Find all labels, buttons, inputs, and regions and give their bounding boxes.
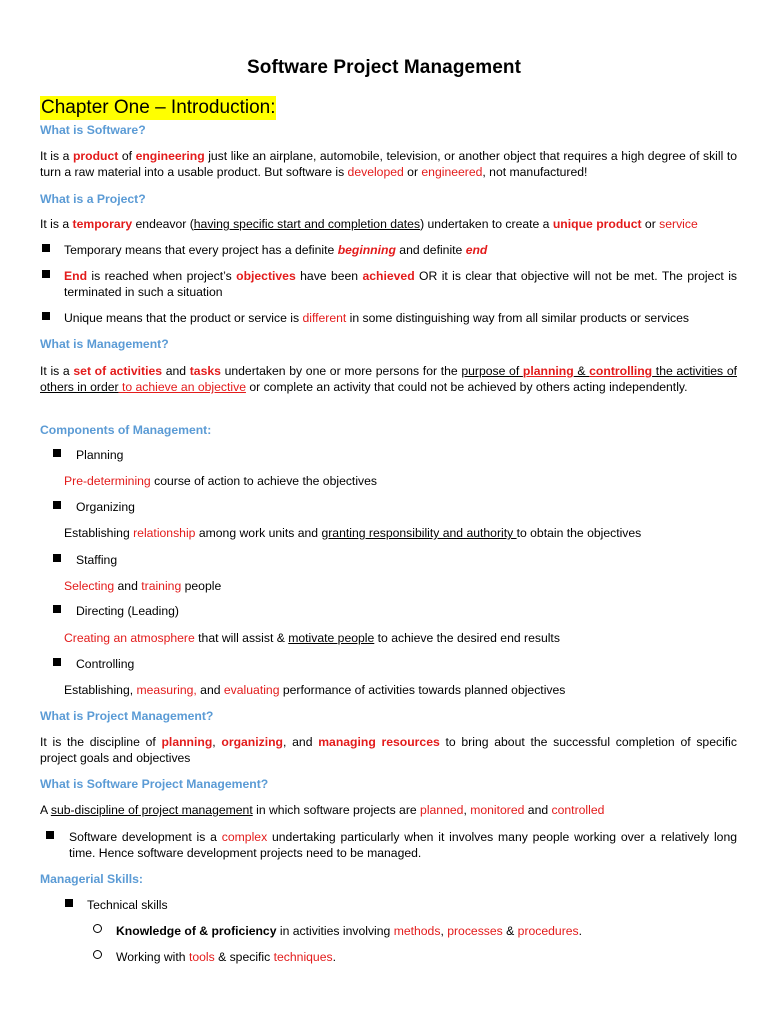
bullet-square-icon: [46, 829, 54, 845]
component-controlling: Controlling: [76, 657, 135, 671]
bullet-temporary: Temporary means that every project has a definite beginning and definite end: [64, 243, 488, 257]
spm-definition: A sub-discipline of project management in which software projects are planned, monitored and controlled: [40, 803, 605, 817]
component-controlling-desc: Establishing, measuring, and evaluating performance of activities towards planned objectives: [64, 683, 566, 697]
bullet-square-icon: [53, 499, 61, 515]
component-staffing-desc: Selecting and training people: [64, 579, 222, 593]
component-directing: Directing (Leading): [76, 604, 179, 618]
bullet-square-icon: [53, 447, 61, 463]
bullet-unique: Unique means that the product or service is different in some distinguishing way from all similar products or services: [64, 311, 690, 325]
bullet-circle-icon: [93, 949, 102, 965]
project-management-definition: It is the discipline of planning, organizing, and managing resources to bring about the successful completion of specific project goals and objectives: [40, 735, 737, 765]
bullet-square-icon: [65, 897, 73, 913]
page-title: Software Project Management: [246, 57, 522, 78]
management-definition: It is a set of activities and tasks undertaken by one or more persons for the purpose of planning & controlling the activities of others in order to achieve an objective or complete an activity that could not be achieved by others acting independently.: [40, 364, 737, 394]
component-staffing: Staffing: [76, 553, 118, 567]
skill-technical: Technical skills: [87, 898, 168, 912]
skill-technical-sub-tools: Working with tools & specific techniques.: [116, 950, 336, 964]
bullet-square-icon: [53, 656, 61, 672]
section-heading-managerial-skills: Managerial Skills:: [40, 872, 143, 886]
software-definition: It is a product of engineering just like an airplane, automobile, television, or another object that requires a high degree of skill to turn a raw material into a usable product. But software is developed or engineered, not manufactured!: [40, 149, 738, 179]
bullet-end: End is reached when project’s objectives have been achieved OR it is clear that objective will not be met. The project is terminated in such a situation: [64, 269, 737, 299]
component-organizing-desc: Establishing relationship among work units and granting responsibility and authority to obtain the objectives: [64, 526, 642, 540]
bullet-complex: Software development is a complex undertaking particularly when it involves many people working over a relatively long time. Hence software development projects need to be managed.: [69, 830, 737, 860]
section-heading-spm: What is Software Project Management?: [40, 777, 269, 791]
component-planning-desc: Pre-determining course of action to achieve the objectives: [64, 474, 377, 488]
section-heading-project-management: What is Project Management?: [40, 709, 214, 723]
bullet-square-icon: [53, 603, 61, 619]
section-heading-components: Components of Management:: [40, 423, 212, 437]
component-planning: Planning: [76, 448, 124, 462]
component-organizing: Organizing: [76, 500, 135, 514]
skill-technical-sub-knowledge: Knowledge of & proficiency in activities involving methods, processes & procedures.: [116, 924, 583, 938]
bullet-circle-icon: [93, 923, 102, 939]
bullet-square-icon: [42, 242, 50, 258]
section-heading-software: What is Software?: [40, 123, 146, 137]
section-heading-management: What is Management?: [40, 337, 169, 351]
bullet-square-icon: [42, 310, 50, 326]
component-directing-desc: Creating an atmosphere that will assist & motivate people to achieve the desired end results: [64, 631, 560, 645]
bullet-square-icon: [42, 268, 50, 284]
chapter-heading: Chapter One – Introduction:: [41, 97, 276, 118]
bullet-square-icon: [53, 552, 61, 568]
section-heading-project: What is a Project?: [40, 192, 146, 206]
project-definition: It is a temporary endeavor (having specific start and completion dates) undertaken to create a unique product or service: [40, 217, 698, 231]
